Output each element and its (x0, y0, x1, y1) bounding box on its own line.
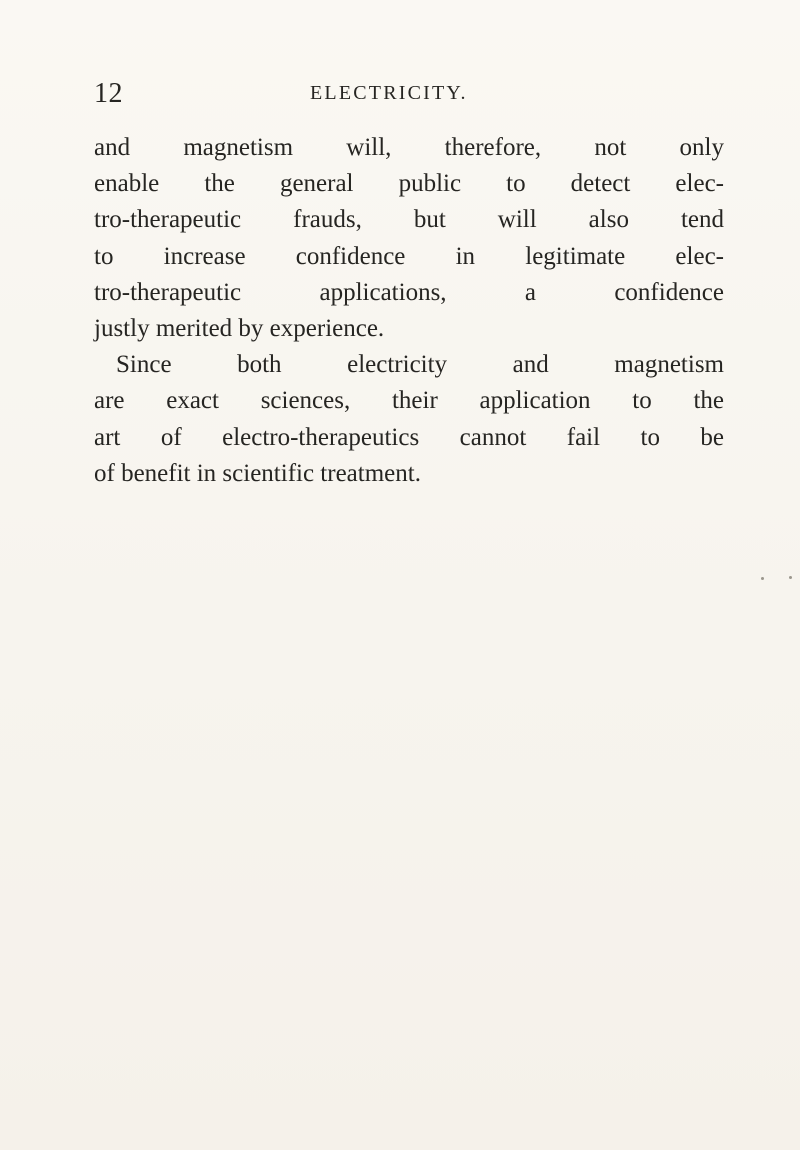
text-line: tro-therapeutic applications, a confidence (94, 278, 724, 306)
text-line: tro-therapeutic frauds, but will also tend (94, 206, 724, 234)
running-head-title: ELECTRICITY. (310, 82, 468, 104)
text-line: are exact sciences, their application to the (94, 387, 724, 415)
text-line: art of electro-therapeutics cannot fail to be (94, 423, 724, 451)
running-head (94, 78, 714, 110)
body-text (94, 130, 724, 492)
paragraph-end-line: justly merited by experience. (94, 314, 385, 342)
text-line: enable the general public to detect elec- (94, 170, 724, 198)
paper-specks (761, 574, 800, 584)
paragraph-start-line: Since both electricity and magnetism (116, 351, 724, 379)
paragraph-end-line: of benefit in scientific treatment. (94, 459, 421, 487)
paper-speck (789, 576, 792, 579)
text-line: to increase confidence in legitimate elec- (94, 242, 724, 270)
page-number: 12 (94, 78, 123, 109)
text-line: and magnetism will, therefore, not only (94, 134, 724, 161)
paper-speck (761, 577, 764, 580)
